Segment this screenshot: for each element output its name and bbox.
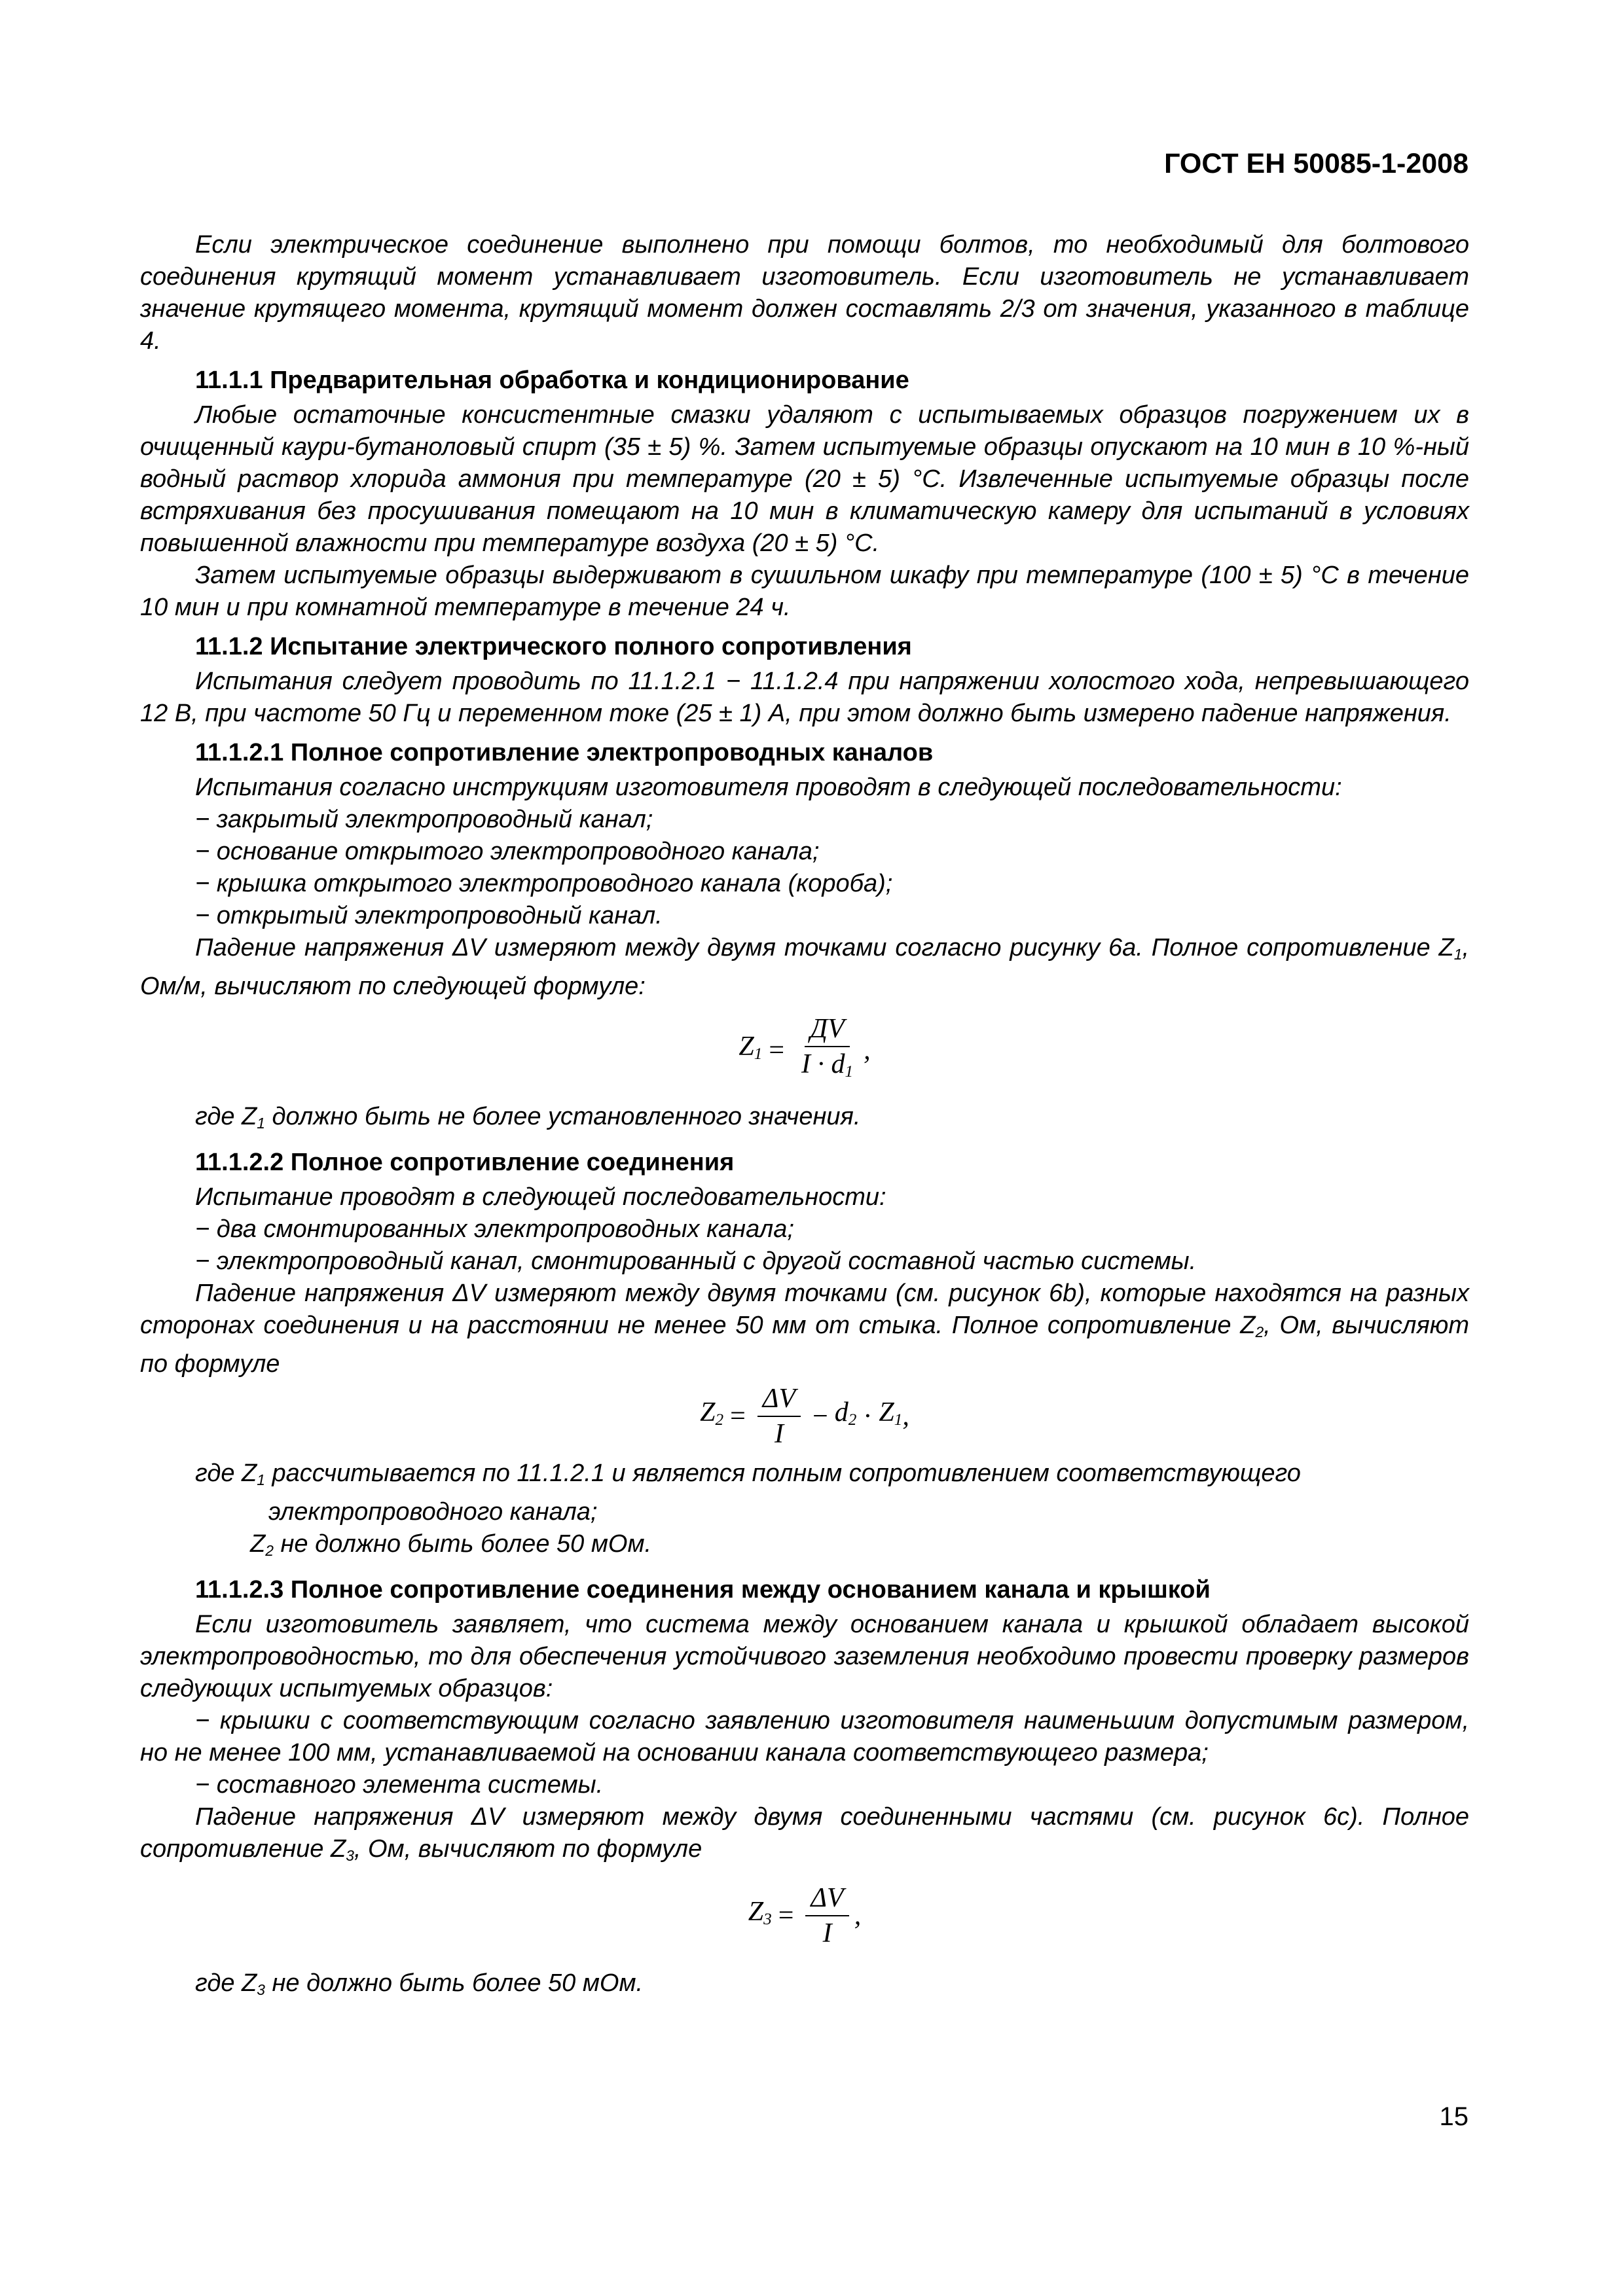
section-heading-11-1-2: 11.1.2 Испытание электрического полного сопротивления [195,633,912,660]
formula-lhs: $Z_2$ [700,1397,724,1429]
formula-z1: $Z_1$ = $\frac{ДV}{I \cdot d_1}$ , [140,1013,1469,1088]
formula-z3: $Z_3$ = $\frac{\Delta V}{I}$ , [748,1883,862,1948]
formula-fraction: $\frac{\Delta V}{I}$ [805,1882,848,1949]
formula-fraction: $\frac{\Delta V}{I}$ [757,1383,801,1450]
document-header: ГОСТ ЕН 50085-1-2008 [1164,148,1468,179]
formula-equals: = [769,1035,785,1066]
section-heading-11-1-2-2: 11.1.2.2 Полное сопротивление соединения [195,1149,735,1176]
list-item: − закрытый электропроводный канал; [195,806,653,833]
formula-z2: $Z_2$ = $\frac{\Delta V}{I}$ − $d_2$ · $Z_1$ , [700,1384,909,1449]
paragraph: Любые остаточные консистентные смазки удаляют с испытываемых образцов погружением их в очищенный каури-бутаноловый спирт (35 ± 5) %. Затем испытуемые образцы опускают на 10 мин в 10 %-ный водный раствор хлорида аммония при температуре (20 ± 5) °С. Извлеченные испытуемые образцы после встряхивания без просушивания помещают на 10 мин в климатическую камеру для испытаний в условиях повышенной влажности при температуре воздуха (20 ± 5) °С. [140,401,1469,557]
intro-paragraph: Если электрическое соединение выполнено при помощи болтов, то необходимый для болтового соединения крутящий момент устанавливает изготовитель. Если изготовитель не устанавливает значение крутящего момента, крутящий момент должен составлять 2/3 от значения, указанного в таблице 4. [140,231,1469,355]
formula-where: где $Z_1$ рассчитывается по 11.1.2.1 и является полным сопротивлением соответствующего [195,1460,1301,1488]
formula-lhs: $Z_1$ [739,1031,763,1063]
formula-where: где $Z_3$ не должно быть более 50 мОм. [195,1969,644,1998]
page-number: 15 [1439,2102,1468,2131]
list-item: − крышка открытого электропроводного канала (короба); [195,870,893,897]
list-item: − два смонтированных электропроводных канала; [195,1215,794,1243]
list-item: − крышки с соответствующим согласно заявлению изготовителя наименьшим допустимым размером, но не менее 100 мм, устанавливаемой на основании канала соответствующего размера; [140,1707,1469,1767]
paragraph: Испытания следует проводить по 11.1.2.1 − 11.1.2.4 при напряжении холостого хода, непревышающего 12 В, при частоте 50 Гц и переменном токе (25 ± 1) А, при этом должно быть измерено падение напряжения. [140,668,1469,727]
formula-where: $Z_2$ не должно быть более 50 мОм. [250,1530,652,1559]
paragraph: Падение напряжения ΔV измеряют между двумя точками согласно рисунку 6а. Полное сопротивление $Z_1$, Ом/м, вычисляют по следующей формуле: [140,934,1469,1000]
section-heading-11-1-1: 11.1.1 Предварительная обработка и кондиционирование [195,367,909,394]
paragraph: Падение напряжения ΔV измеряют между двумя соединенными частями (см. рисунок 6с). Полное сопротивление $Z_3$, Ом, вычисляют по формуле [140,1803,1469,1864]
list-item: − составного элемента системы. [195,1771,604,1799]
paragraph: Испытания согласно инструкциям изготовителя проводят в следующей последовательности: [195,774,1342,801]
list-item: − открытый электропроводный канал. [195,902,663,929]
formula-where-continuation: электропроводного канала; [268,1498,598,1526]
paragraph: Если изготовитель заявляет, что система между основанием канала и крышкой обладает высокой электропроводностью, то для обеспечения устойчивого заземления необходимо провести проверку размеров следующих испытуемых образцов: [140,1611,1469,1702]
paragraph: Затем испытуемые образцы выдерживают в сушильном шкафу при температуре (100 ± 5) °С в течение 10 мин и при комнатной температуре в течение 24 ч. [140,562,1469,621]
list-item: − основание открытого электропроводного канала; [195,838,820,865]
formula-lhs: $Z_3$ [748,1897,772,1928]
paragraph: Падение напряжения ΔV измеряют между двумя точками (см. рисунок 6b), которые находятся на разных сторонах соединения и на расстоянии не менее 50 мм от стыка. Полное сопротивление $Z_2$, Ом, вычисляют по формуле [140,1280,1469,1378]
document-body [140,229,1469,2006]
paragraph: Испытание проводят в следующей последовательности: [195,1183,886,1211]
formula-fraction: $\frac{ДV}{I \cdot d_1}$ [801,1014,854,1081]
formula-where: где $Z_1$ должно быть не более установленного значения. [195,1103,861,1132]
section-heading-11-1-2-1: 11.1.2.1 Полное сопротивление электропроводных каналов [195,739,934,766]
list-item: − электропроводный канал, смонтированный с другой составной частью системы. [195,1247,1197,1275]
section-heading-11-1-2-3: 11.1.2.3 Полное сопротивление соединения между основанием канала и крышкой [195,1576,1211,1604]
